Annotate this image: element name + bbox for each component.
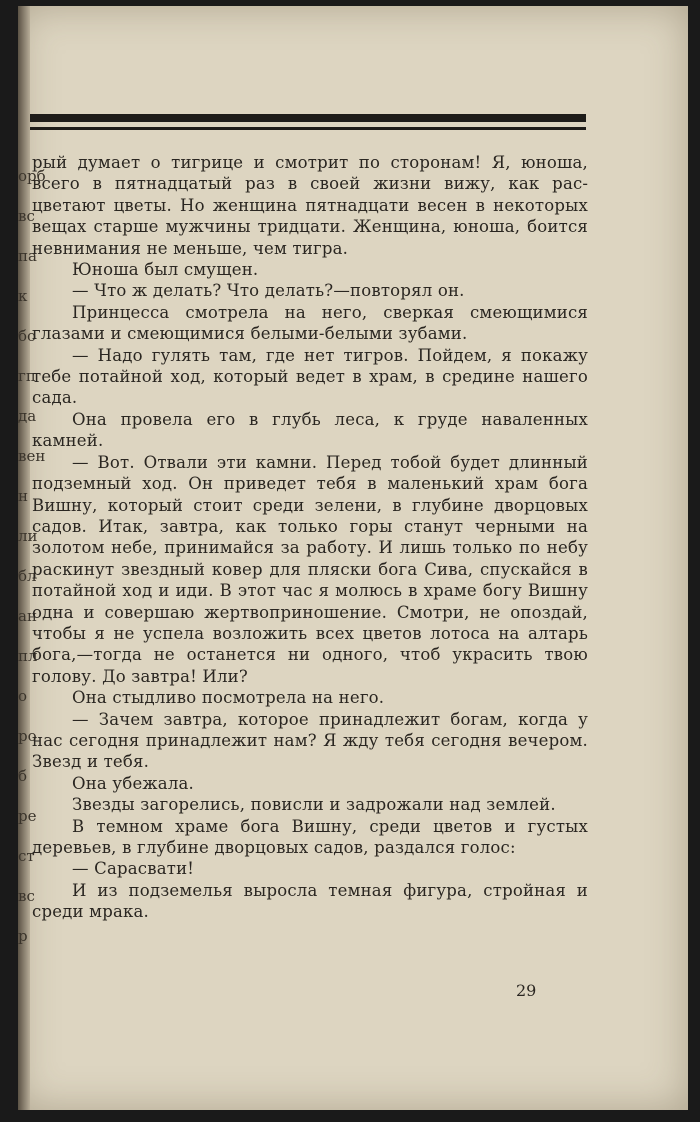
- margin-fragment: ре: [18, 807, 37, 825]
- paragraph: В темном храме бога Вишну, среди цветов и густых деревьев, в глубине дворцовых садов, раздался голос:: [32, 816, 588, 857]
- margin-fragment: вен: [18, 447, 46, 465]
- margin-fragment: вс: [18, 207, 35, 225]
- margin-fragment: бл: [18, 567, 37, 585]
- margin-fragment: гп: [18, 367, 36, 385]
- margin-fragment: к: [18, 287, 28, 305]
- margin-fragment: о: [18, 687, 28, 705]
- header-rule-thick: [30, 114, 586, 122]
- margin-fragment: орб: [18, 167, 46, 185]
- margin-fragment: вс: [18, 887, 35, 905]
- paragraph: Она провела его в глубь леса, к груде наваленных камней.: [32, 409, 588, 451]
- page-text: [32, 152, 588, 923]
- margin-fragment: да: [18, 407, 37, 425]
- paragraph: Юноша был смущен.: [72, 260, 259, 280]
- margin-fragment: бо: [18, 327, 37, 345]
- paragraph: рый думает о тигрице и смотрит по сторонам! Я, юноша, всего в пятнадцатый раз в своей жизни вижу, как расцветают цветы. Но женщина пятнадцати весен в некоторых вещах старше мужчины тридцати. Женщина, юноша, боится невнимания не меньше, чем тигра.: [32, 153, 588, 258]
- paragraph: И из подземелья выросла темная фигура, стройная и среди мрака.: [32, 880, 588, 922]
- paragraph: Она стыдливо посмотрела на него.: [72, 688, 385, 708]
- paragraph: — Надо гулять там, где нет тигров. Пойдем, я покажу тебе потайной ход, который ведет в храм, в средине нашего сада.: [32, 345, 588, 408]
- margin-fragment: р: [18, 927, 28, 945]
- margin-fragment: н: [18, 487, 28, 505]
- margin-fragment: пл: [18, 647, 38, 665]
- margin-fragment: па: [18, 247, 37, 265]
- page-number: 29: [516, 981, 537, 1000]
- margin-fragment: ан: [18, 607, 37, 625]
- margin-fragment: б: [18, 767, 28, 785]
- paragraph: — Зачем завтра, которое принадлежит богам, когда у нас сегодня принадлежит нам? Я жду тебя сегодня вечером. Звезд и тебя.: [32, 709, 588, 772]
- margin-fragment: ли: [18, 527, 38, 545]
- header-rule-thin: [30, 127, 586, 130]
- previous-page-margin: [18, 156, 46, 966]
- margin-fragment: ст: [18, 847, 35, 865]
- paragraph: Она убежала.: [72, 773, 194, 793]
- margin-fragment: ро: [18, 727, 37, 745]
- paragraph: — Сарасвати!: [72, 859, 195, 879]
- paragraph: Принцесса смотрела на него, сверкая смеющимися глазами и смеющимися белыми-белыми зубами.: [32, 302, 588, 344]
- paragraph: Звезды загорелись, повисли и задрожали над землей.: [72, 795, 556, 815]
- paragraph: — Вот. Отвали эти камни. Перед тобой будет длинный подземный ход. Он приведет тебя в маленький храм бога Вишну, который стоит среди зелени, в глубине дворцовых садов. Итак, завтра, как только горы станут черными на золотом небе, принимайся за работу. И лишь только по небу раскинут звездный ковер для пляски бога Сива, спускайся в потайной ход и иди. В этот час я молюсь в храме богу Вишну одна и совершаю жертвоприношение. Смотри, не опоздай, чтобы я не успела возложить всех цветов лотоса на алтарь бога,—тогда не останется ни одного, чтоб украсить твою голову. До завтра! Или?: [32, 452, 588, 686]
- paragraph: — Что ж делать? Что делать?—повторял он.: [72, 281, 465, 301]
- book-page: [18, 6, 688, 1110]
